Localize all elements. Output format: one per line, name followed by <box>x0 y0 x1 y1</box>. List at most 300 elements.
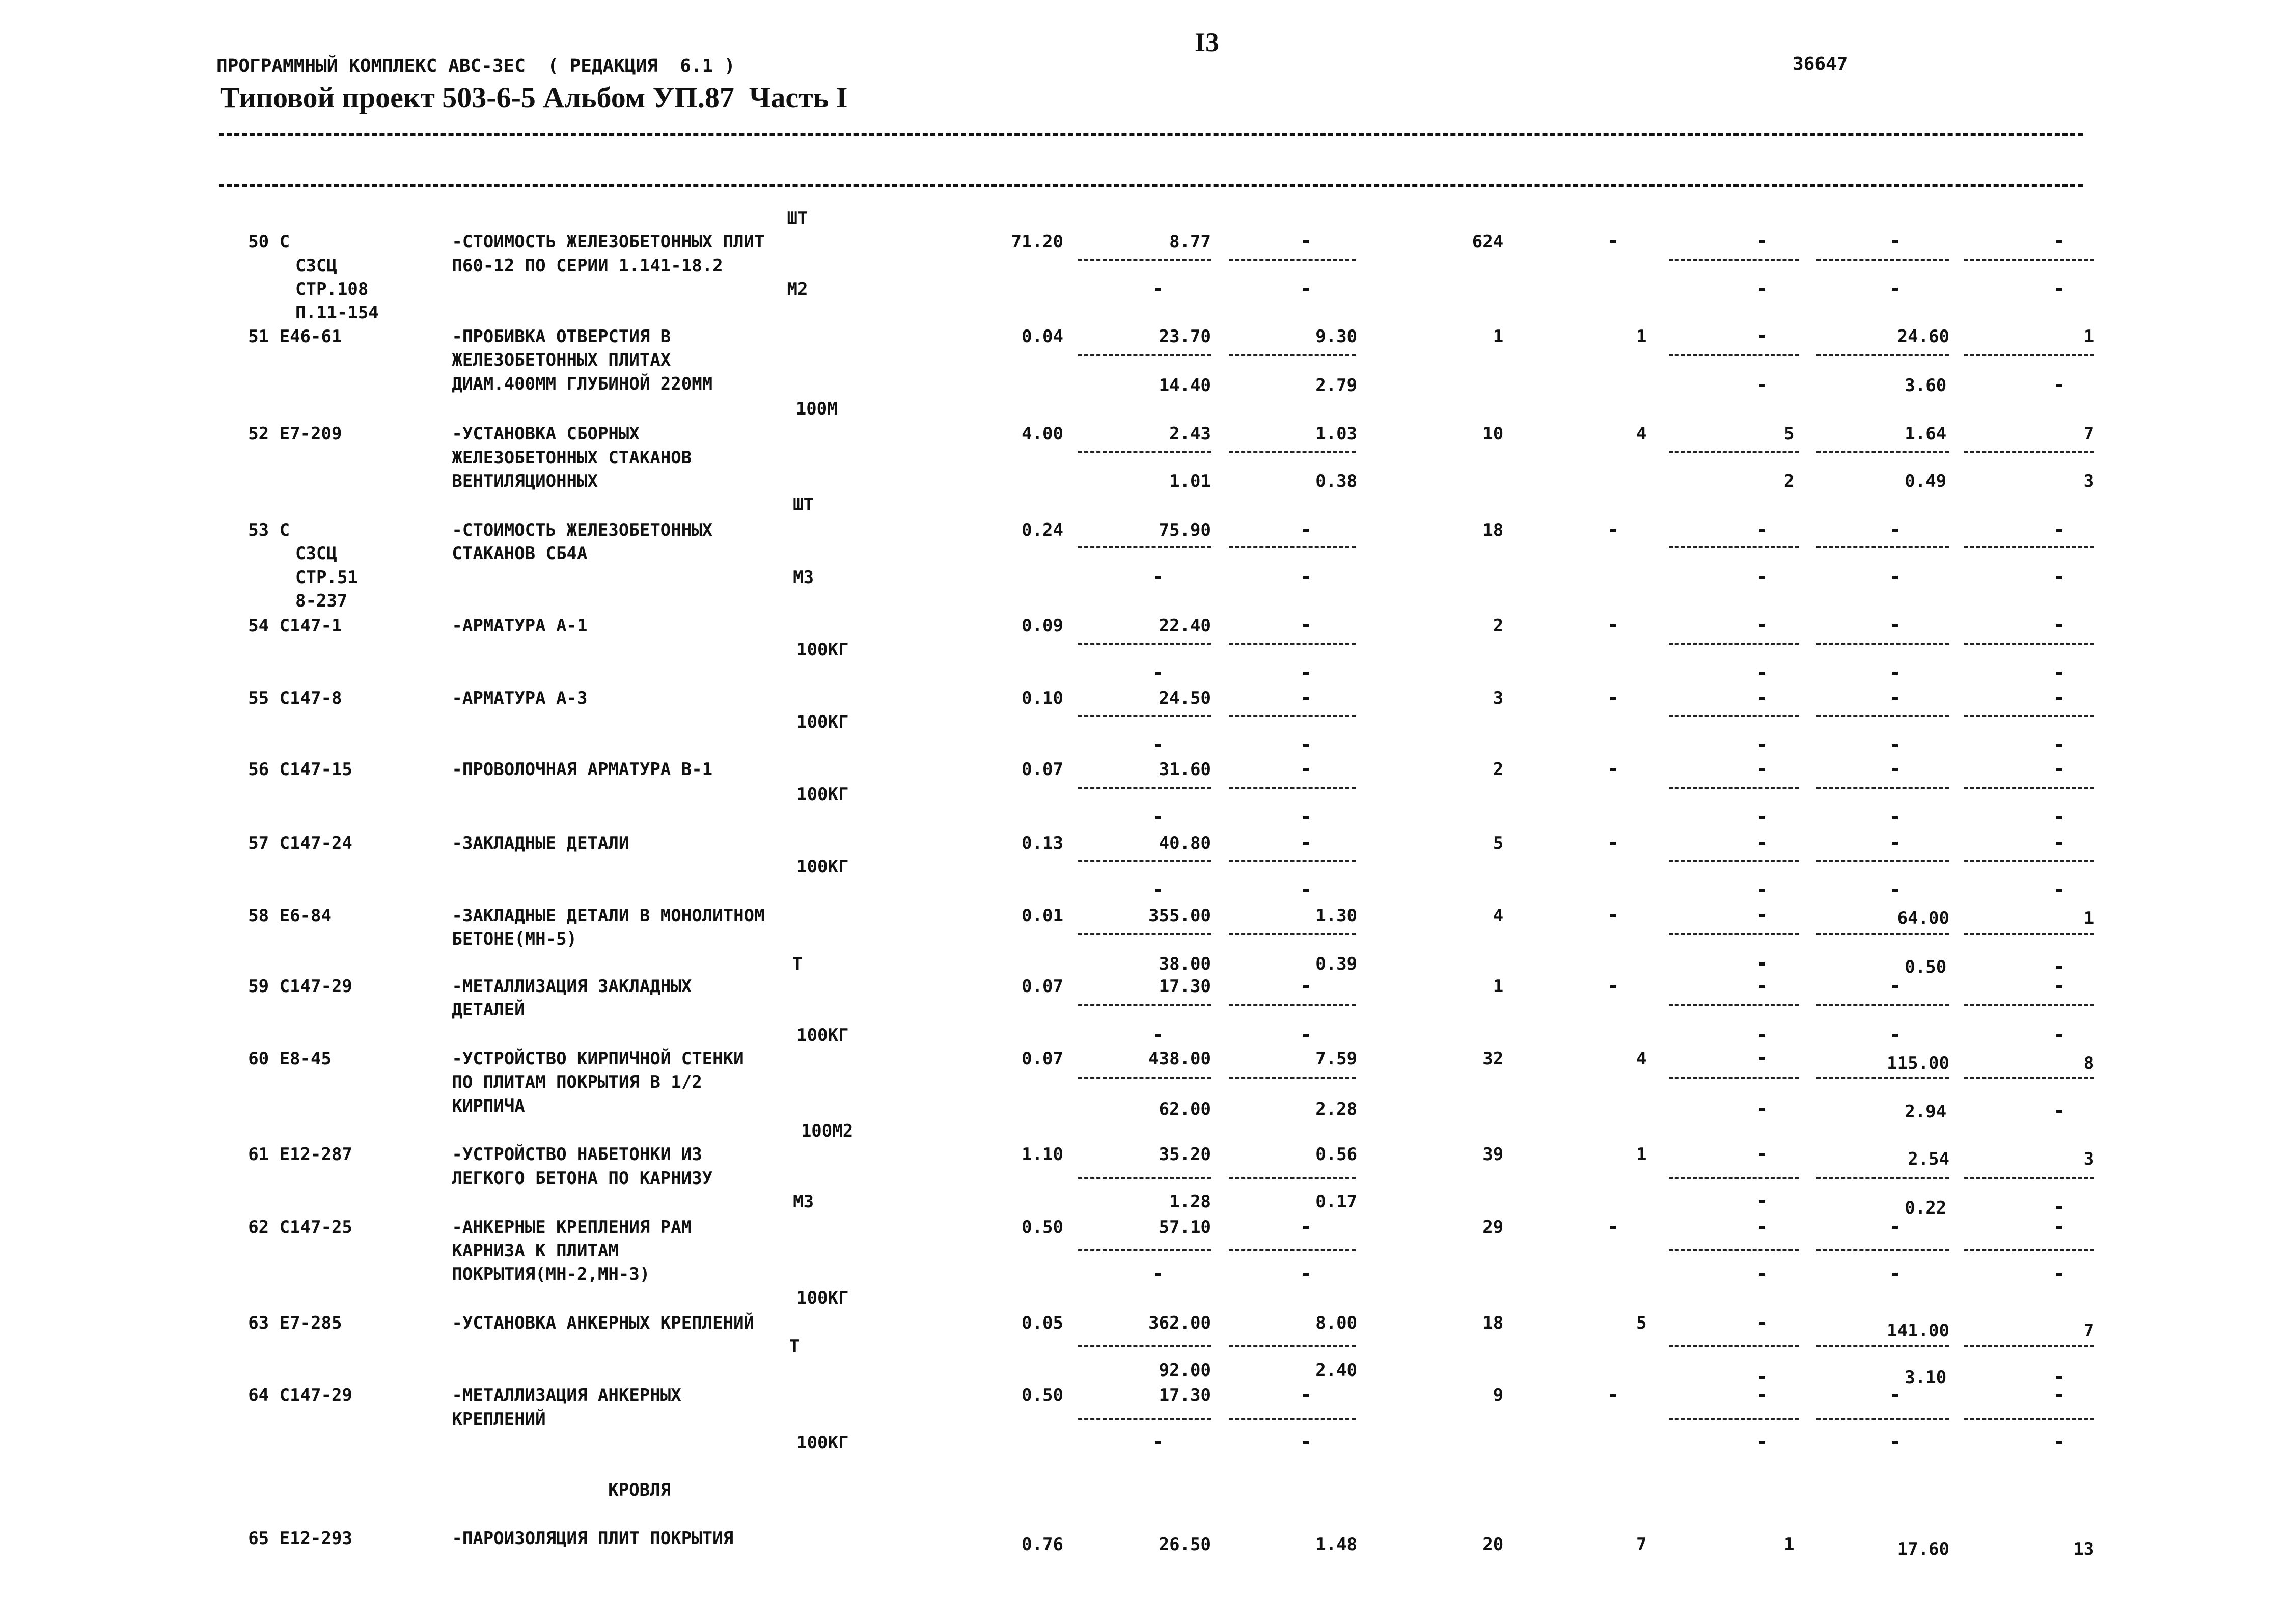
table-text: КАРНИЗА К ПЛИТАМ <box>452 1240 619 1261</box>
empty-cell-mark <box>1759 697 1765 700</box>
table-text: -СТОИМОСТЬ ЖЕЛЕЗОБЕТОННЫХ <box>452 519 713 540</box>
table-text: СЗСЦ <box>295 543 337 564</box>
table-text: 1.01 <box>1169 471 1211 491</box>
empty-cell-mark <box>1892 240 1898 243</box>
table-text: КИРПИЧА <box>452 1095 525 1116</box>
empty-cell-mark <box>1759 576 1765 579</box>
table-text: -ПРОБИВКА ОТВЕРСТИЯ В <box>452 326 671 347</box>
table-text: 39 <box>1482 1144 1504 1165</box>
table-text: 141.00 <box>1887 1320 1949 1341</box>
empty-cell-mark <box>1303 697 1309 700</box>
empty-cell-mark <box>2056 1441 2062 1444</box>
row-separator <box>1078 1418 1211 1420</box>
empty-cell-mark <box>2056 1206 2062 1209</box>
empty-cell-mark <box>1759 1200 1765 1203</box>
row-separator <box>1669 643 1799 645</box>
row-separator <box>1669 259 1799 261</box>
empty-cell-mark <box>1610 1394 1616 1397</box>
empty-cell-mark <box>1892 1226 1898 1229</box>
row-separator <box>1078 787 1211 789</box>
row-separator <box>1964 259 2094 261</box>
table-text: 100КГ <box>796 639 849 660</box>
row-separator <box>1078 1004 1211 1006</box>
row-separator <box>1816 1345 1949 1347</box>
table-text: 8-237 <box>295 590 348 611</box>
table-text: 9.30 <box>1315 326 1358 347</box>
empty-cell-mark <box>1303 1273 1309 1276</box>
table-text: 18 <box>1482 1313 1504 1333</box>
table-text: 3 <box>2083 471 2095 491</box>
table-text: -СТОИМОСТЬ ЖЕЛЕЗОБЕТОННЫХ ПЛИТ <box>452 232 765 253</box>
empty-cell-mark <box>1155 1441 1161 1444</box>
empty-cell-mark <box>1610 697 1616 700</box>
table-text: 1.48 <box>1315 1534 1358 1555</box>
table-text: 3 <box>2083 1149 2095 1170</box>
row-separator <box>1229 1418 1356 1420</box>
table-text: ШТ <box>787 208 808 229</box>
table-text: 1.10 <box>1022 1144 1063 1165</box>
empty-cell-mark <box>1892 1394 1898 1397</box>
empty-cell-mark <box>1892 697 1898 700</box>
table-text: 0.17 <box>1315 1192 1358 1213</box>
table-text: 61 Е12-287 <box>248 1144 352 1165</box>
empty-cell-mark <box>1759 1394 1765 1397</box>
table-text: 1 <box>1636 1144 1647 1165</box>
empty-cell-mark <box>1155 744 1161 747</box>
table-text: 100КГ <box>796 711 849 732</box>
row-separator <box>1229 1077 1356 1079</box>
table-text: 5 <box>1493 833 1504 854</box>
row-separator <box>1669 715 1799 717</box>
table-text: КРЕПЛЕНИЙ <box>452 1409 546 1429</box>
table-text: -ЗАКЛАДНЫЕ ДЕТАЛИ В МОНОЛИТНОМ <box>452 905 765 926</box>
table-text: 0.22 <box>1905 1197 1947 1218</box>
empty-cell-mark <box>1303 744 1309 747</box>
empty-cell-mark <box>1759 889 1765 892</box>
row-separator <box>1229 860 1356 862</box>
empty-cell-mark <box>2056 985 2062 988</box>
table-text: 5 <box>1636 1313 1647 1333</box>
table-text: СТР.51 <box>295 567 358 588</box>
empty-cell-mark <box>1759 744 1765 747</box>
program-title: ПРОГРАММНЫЙ КОМПЛЕКС АВС-ЗЕС ( РЕДАКЦИЯ 6.1 ) <box>216 56 735 76</box>
table-text: 22.40 <box>1159 616 1211 637</box>
empty-cell-mark <box>1892 889 1898 892</box>
empty-cell-mark <box>2056 1110 2062 1113</box>
row-separator <box>1816 787 1949 789</box>
empty-cell-mark <box>1610 1226 1616 1229</box>
empty-cell-mark <box>2056 576 2062 579</box>
empty-cell-mark <box>1759 1108 1765 1111</box>
empty-cell-mark <box>1759 985 1765 988</box>
table-text: 1 <box>1493 976 1504 997</box>
table-text: ЖЕЛЕЗОБЕТОННЫХ СТАКАНОВ <box>452 447 692 468</box>
empty-cell-mark <box>1155 889 1161 892</box>
empty-cell-mark <box>1303 529 1309 532</box>
row-separator <box>1964 1418 2094 1420</box>
table-text: 17.30 <box>1159 976 1211 997</box>
empty-cell-mark <box>1892 576 1898 579</box>
row-separator <box>1669 1249 1799 1251</box>
empty-cell-mark <box>1759 529 1765 532</box>
empty-cell-mark <box>2056 744 2062 747</box>
row-separator <box>1669 787 1799 789</box>
empty-cell-mark <box>1303 842 1309 845</box>
table-text: 2.43 <box>1169 424 1211 445</box>
row-separator <box>1964 933 2094 935</box>
table-text: 0.05 <box>1022 1313 1063 1333</box>
row-separator <box>1078 259 1211 261</box>
table-text: 62.00 <box>1159 1098 1211 1119</box>
table-text: 0.09 <box>1022 616 1063 637</box>
empty-cell-mark <box>2056 1394 2062 1397</box>
table-text: БЕТОНЕ(МН-5) <box>452 929 577 949</box>
empty-cell-mark <box>1759 1226 1765 1229</box>
table-text: 1 <box>1784 1534 1795 1555</box>
row-separator <box>1669 860 1799 862</box>
empty-cell-mark <box>1303 288 1309 291</box>
empty-cell-mark <box>2056 842 2062 845</box>
table-text: 2 <box>1784 471 1795 491</box>
table-text: 3 <box>1493 688 1504 709</box>
empty-cell-mark <box>1892 529 1898 532</box>
table-text: 1.28 <box>1169 1192 1211 1213</box>
row-separator <box>1816 546 1949 548</box>
row-separator <box>1078 860 1211 862</box>
table-text: 51 Е46-61 <box>248 326 342 347</box>
table-text: 0.13 <box>1022 833 1063 854</box>
table-text: СТР.108 <box>295 279 369 299</box>
empty-cell-mark <box>1759 1057 1765 1060</box>
empty-cell-mark <box>1759 1034 1765 1037</box>
table-text: 1.64 <box>1905 424 1947 445</box>
empty-cell-mark <box>1759 914 1765 917</box>
empty-cell-mark <box>1610 914 1616 917</box>
table-text: 2.79 <box>1315 375 1358 396</box>
empty-cell-mark <box>1759 384 1765 387</box>
row-separator <box>1078 451 1211 453</box>
empty-cell-mark <box>1759 672 1765 675</box>
empty-cell-mark <box>1303 1441 1309 1444</box>
table-text: 100КГ <box>796 1432 849 1453</box>
table-text: КРОВЛЯ <box>608 1479 671 1500</box>
table-text: 92.00 <box>1159 1360 1211 1381</box>
table-text: 14.40 <box>1159 375 1211 396</box>
row-separator <box>1964 1177 2094 1179</box>
table-text: 624 <box>1472 232 1504 253</box>
table-text: П60-12 ПО СЕРИИ 1.141-18.2 <box>452 255 723 276</box>
table-text: ЛЕГКОГО БЕТОНА ПО КАРНИЗУ <box>452 1168 713 1189</box>
empty-cell-mark <box>2056 966 2062 969</box>
table-text: 18 <box>1482 519 1504 540</box>
row-separator <box>1964 1249 2094 1251</box>
empty-cell-mark <box>2056 768 2062 771</box>
empty-cell-mark <box>1155 576 1161 579</box>
table-text: 64.00 <box>1897 908 1949 929</box>
table-text: ВЕНТИЛЯЦИОННЫХ <box>452 471 598 491</box>
row-separator <box>1669 1177 1799 1179</box>
empty-cell-mark <box>1303 985 1309 988</box>
table-text: 1.30 <box>1315 905 1358 926</box>
table-text: 2.94 <box>1905 1102 1947 1122</box>
table-text: 0.38 <box>1315 471 1358 491</box>
row-separator <box>1078 715 1211 717</box>
row-separator <box>1816 1418 1949 1420</box>
row-separator <box>1669 1345 1799 1347</box>
table-text: 32 <box>1482 1048 1504 1069</box>
table-text: 0.07 <box>1022 976 1063 997</box>
row-separator <box>1078 546 1211 548</box>
table-text: 4 <box>1636 1048 1647 1069</box>
table-text: 56 С147-15 <box>248 759 352 780</box>
empty-cell-mark <box>1759 842 1765 845</box>
row-separator <box>1964 860 2094 862</box>
table-text: 7.59 <box>1315 1048 1358 1069</box>
empty-cell-mark <box>2056 288 2062 291</box>
empty-cell-mark <box>1610 624 1616 627</box>
empty-cell-mark <box>1892 816 1898 819</box>
table-text: 0.39 <box>1315 954 1358 975</box>
table-text: 62 С147-25 <box>248 1217 352 1237</box>
empty-cell-mark <box>1759 816 1765 819</box>
empty-cell-mark <box>1892 672 1898 675</box>
table-text: 29 <box>1482 1217 1504 1237</box>
empty-cell-mark <box>2056 1226 2062 1229</box>
table-text: 24.50 <box>1159 688 1211 709</box>
table-text: 0.10 <box>1022 688 1063 709</box>
row-separator <box>1816 1077 1949 1079</box>
empty-cell-mark <box>2056 624 2062 627</box>
table-text: 100КГ <box>796 856 849 877</box>
row-separator <box>1964 715 2094 717</box>
page-number: I3 <box>1194 27 1220 58</box>
table-text: 4 <box>1636 424 1647 445</box>
table-text: 100М <box>795 398 838 419</box>
table-text: 17.60 <box>1897 1538 1949 1559</box>
row-separator <box>1816 715 1949 717</box>
row-separator <box>1669 354 1799 356</box>
empty-cell-mark <box>1155 1034 1161 1037</box>
empty-cell-mark <box>1759 1273 1765 1276</box>
table-text: 1 <box>2083 326 2095 347</box>
table-text: -МЕТАЛЛИЗАЦИЯ АНКЕРНЫХ <box>452 1385 681 1406</box>
table-text: 355.00 <box>1148 905 1211 926</box>
table-text: 0.24 <box>1022 519 1063 540</box>
table-text: 438.00 <box>1148 1048 1211 1069</box>
empty-cell-mark <box>1610 768 1616 771</box>
table-text: 0.76 <box>1022 1534 1063 1555</box>
empty-cell-mark <box>1759 288 1765 291</box>
empty-cell-mark <box>1303 768 1309 771</box>
table-text: 100КГ <box>796 1287 849 1308</box>
table-text: 71.20 <box>1011 232 1063 253</box>
table-text: 26.50 <box>1159 1534 1211 1555</box>
empty-cell-mark <box>1610 240 1616 243</box>
table-text: 7 <box>2083 1320 2095 1341</box>
empty-cell-mark <box>1892 985 1898 988</box>
table-text: 4 <box>1493 905 1504 926</box>
table-text: ПОКРЫТИЯ(МН-2,МН-3) <box>452 1264 650 1285</box>
table-text: 1.03 <box>1315 424 1358 445</box>
row-separator <box>1964 1345 2094 1347</box>
table-text: 75.90 <box>1159 519 1211 540</box>
table-text: 20 <box>1482 1534 1504 1555</box>
table-text: 7 <box>1636 1534 1647 1555</box>
empty-cell-mark <box>1303 1034 1309 1037</box>
table-text: 65 Е12-293 <box>248 1528 352 1549</box>
table-text: ШТ <box>793 494 814 515</box>
empty-cell-mark <box>2056 697 2062 700</box>
table-text: СЗСЦ <box>295 255 337 276</box>
empty-cell-mark <box>1759 1153 1765 1156</box>
row-separator <box>1078 933 1211 935</box>
table-text: 0.50 <box>1022 1217 1063 1237</box>
row-separator <box>1669 933 1799 935</box>
empty-cell-mark <box>1303 889 1309 892</box>
table-text: -ПАРОИЗОЛЯЦИЯ ПЛИТ ПОКРЫТИЯ <box>452 1528 734 1549</box>
empty-cell-mark <box>1892 768 1898 771</box>
empty-cell-mark <box>1892 1034 1898 1037</box>
table-text: 0.50 <box>1022 1385 1063 1406</box>
row-separator <box>1816 933 1949 935</box>
empty-cell-mark <box>2056 1376 2062 1379</box>
empty-cell-mark <box>1610 842 1616 845</box>
table-text: 57.10 <box>1159 1217 1211 1237</box>
table-text: 24.60 <box>1897 326 1949 347</box>
empty-cell-mark <box>1303 576 1309 579</box>
table-text: 5 <box>1784 424 1795 445</box>
row-separator <box>1816 860 1949 862</box>
table-text: 59 С147-29 <box>248 976 352 997</box>
empty-cell-mark <box>1759 335 1765 338</box>
table-text: 57 С147-24 <box>248 833 352 854</box>
table-text: 64 С147-29 <box>248 1385 352 1406</box>
row-separator <box>1816 643 1949 645</box>
table-text: 8.77 <box>1169 232 1211 253</box>
table-text: -УСТРОЙСТВО КИРПИЧНОЙ СТЕНКИ <box>452 1048 744 1069</box>
table-text: П.11-154 <box>295 302 379 323</box>
table-text: 0.04 <box>1022 326 1063 347</box>
table-text: 55 С147-8 <box>248 688 342 709</box>
table-text: ЖЕЛЕЗОБЕТОННЫХ ПЛИТАХ <box>452 350 671 371</box>
table-text: М2 <box>787 279 808 299</box>
empty-cell-mark <box>1303 624 1309 627</box>
row-separator <box>1229 787 1356 789</box>
table-text: СТАКАНОВ СБ4А <box>452 543 588 564</box>
row-separator <box>1078 1077 1211 1079</box>
header-top-rule <box>219 133 2083 136</box>
empty-cell-mark <box>1759 768 1765 771</box>
table-text: 8.00 <box>1315 1313 1358 1333</box>
row-separator <box>1229 933 1356 935</box>
table-text: 1 <box>1636 326 1647 347</box>
empty-cell-mark <box>1303 240 1309 243</box>
table-text: 38.00 <box>1159 954 1211 975</box>
empty-cell-mark <box>2056 889 2062 892</box>
row-separator <box>1229 1177 1356 1179</box>
table-text: 100КГ <box>796 784 849 805</box>
row-separator <box>1078 1249 1211 1251</box>
table-text: -УСТАНОВКА АНКЕРНЫХ КРЕПЛЕНИЙ <box>452 1313 755 1333</box>
table-text: 58 Е6-84 <box>248 905 332 926</box>
table-text: -АРМАТУРА А-1 <box>452 616 588 637</box>
empty-cell-mark <box>1759 240 1765 243</box>
row-separator <box>1816 259 1949 261</box>
table-text: ПО ПЛИТАМ ПОКРЫТИЯ В 1/2 <box>452 1072 702 1093</box>
table-text: 4.00 <box>1022 424 1063 445</box>
empty-cell-mark <box>2056 672 2062 675</box>
table-text: 100М2 <box>801 1121 853 1141</box>
row-separator <box>1669 451 1799 453</box>
table-text: 40.80 <box>1159 833 1211 854</box>
empty-cell-mark <box>1155 288 1161 291</box>
table-text: 1 <box>1493 326 1504 347</box>
empty-cell-mark <box>1303 672 1309 675</box>
empty-cell-mark <box>1759 1376 1765 1379</box>
table-text: -ПРОВОЛОЧНАЯ АРМАТУРА В-1 <box>452 759 713 780</box>
table-text: 13 <box>2073 1538 2095 1559</box>
table-text: 2 <box>1493 759 1504 780</box>
empty-cell-mark <box>2056 384 2062 387</box>
table-text: 50 С <box>248 232 290 253</box>
row-separator <box>1229 546 1356 548</box>
table-text: -ЗАКЛАДНЫЕ ДЕТАЛИ <box>452 833 629 854</box>
row-separator <box>1964 451 2094 453</box>
empty-cell-mark <box>1892 744 1898 747</box>
table-text: 3.10 <box>1905 1367 1947 1388</box>
empty-cell-mark <box>2056 529 2062 532</box>
row-separator <box>1229 354 1356 356</box>
row-separator <box>1816 354 1949 356</box>
table-text: -АНКЕРНЫЕ КРЕПЛЕНИЯ РАМ <box>452 1217 692 1237</box>
empty-cell-mark <box>2056 1273 2062 1276</box>
table-text: М3 <box>793 1192 814 1213</box>
table-text: 0.07 <box>1022 1048 1063 1069</box>
row-separator <box>1816 1004 1949 1006</box>
row-separator <box>1816 1177 1949 1179</box>
table-text: 63 Е7-285 <box>248 1313 342 1333</box>
row-separator <box>1669 1004 1799 1006</box>
table-text: 54 С147-1 <box>248 616 342 637</box>
project-title: Типовой проект 503-6-5 Альбом УП.87 Часть I <box>220 81 848 114</box>
empty-cell-mark <box>1303 816 1309 819</box>
table-text: 0.56 <box>1315 1144 1358 1165</box>
empty-cell-mark <box>1759 1322 1765 1325</box>
table-text: -УСТАНОВКА СБОРНЫХ <box>452 424 640 445</box>
table-text: ДИАМ.400ММ ГЛУБИНОЙ 220ММ <box>452 373 713 394</box>
table-text: 3.60 <box>1905 375 1947 396</box>
row-separator <box>1229 643 1356 645</box>
row-separator <box>1816 1249 1949 1251</box>
table-text: 2.40 <box>1315 1360 1358 1381</box>
row-separator <box>1078 1345 1211 1347</box>
empty-cell-mark <box>1892 624 1898 627</box>
row-separator <box>1964 787 2094 789</box>
row-separator <box>1964 546 2094 548</box>
table-text: 8 <box>2083 1053 2095 1074</box>
row-separator <box>1078 643 1211 645</box>
row-separator <box>1669 546 1799 548</box>
table-text: 60 Е8-45 <box>248 1048 332 1069</box>
header-bottom-rule <box>219 184 2083 187</box>
table-text: Т <box>789 1336 800 1357</box>
table-text: 0.50 <box>1905 957 1947 978</box>
row-separator <box>1964 1077 2094 1079</box>
row-separator <box>1669 1077 1799 1079</box>
empty-cell-mark <box>1303 1394 1309 1397</box>
table-text: 0.49 <box>1905 471 1947 491</box>
table-text: 17.30 <box>1159 1385 1211 1406</box>
